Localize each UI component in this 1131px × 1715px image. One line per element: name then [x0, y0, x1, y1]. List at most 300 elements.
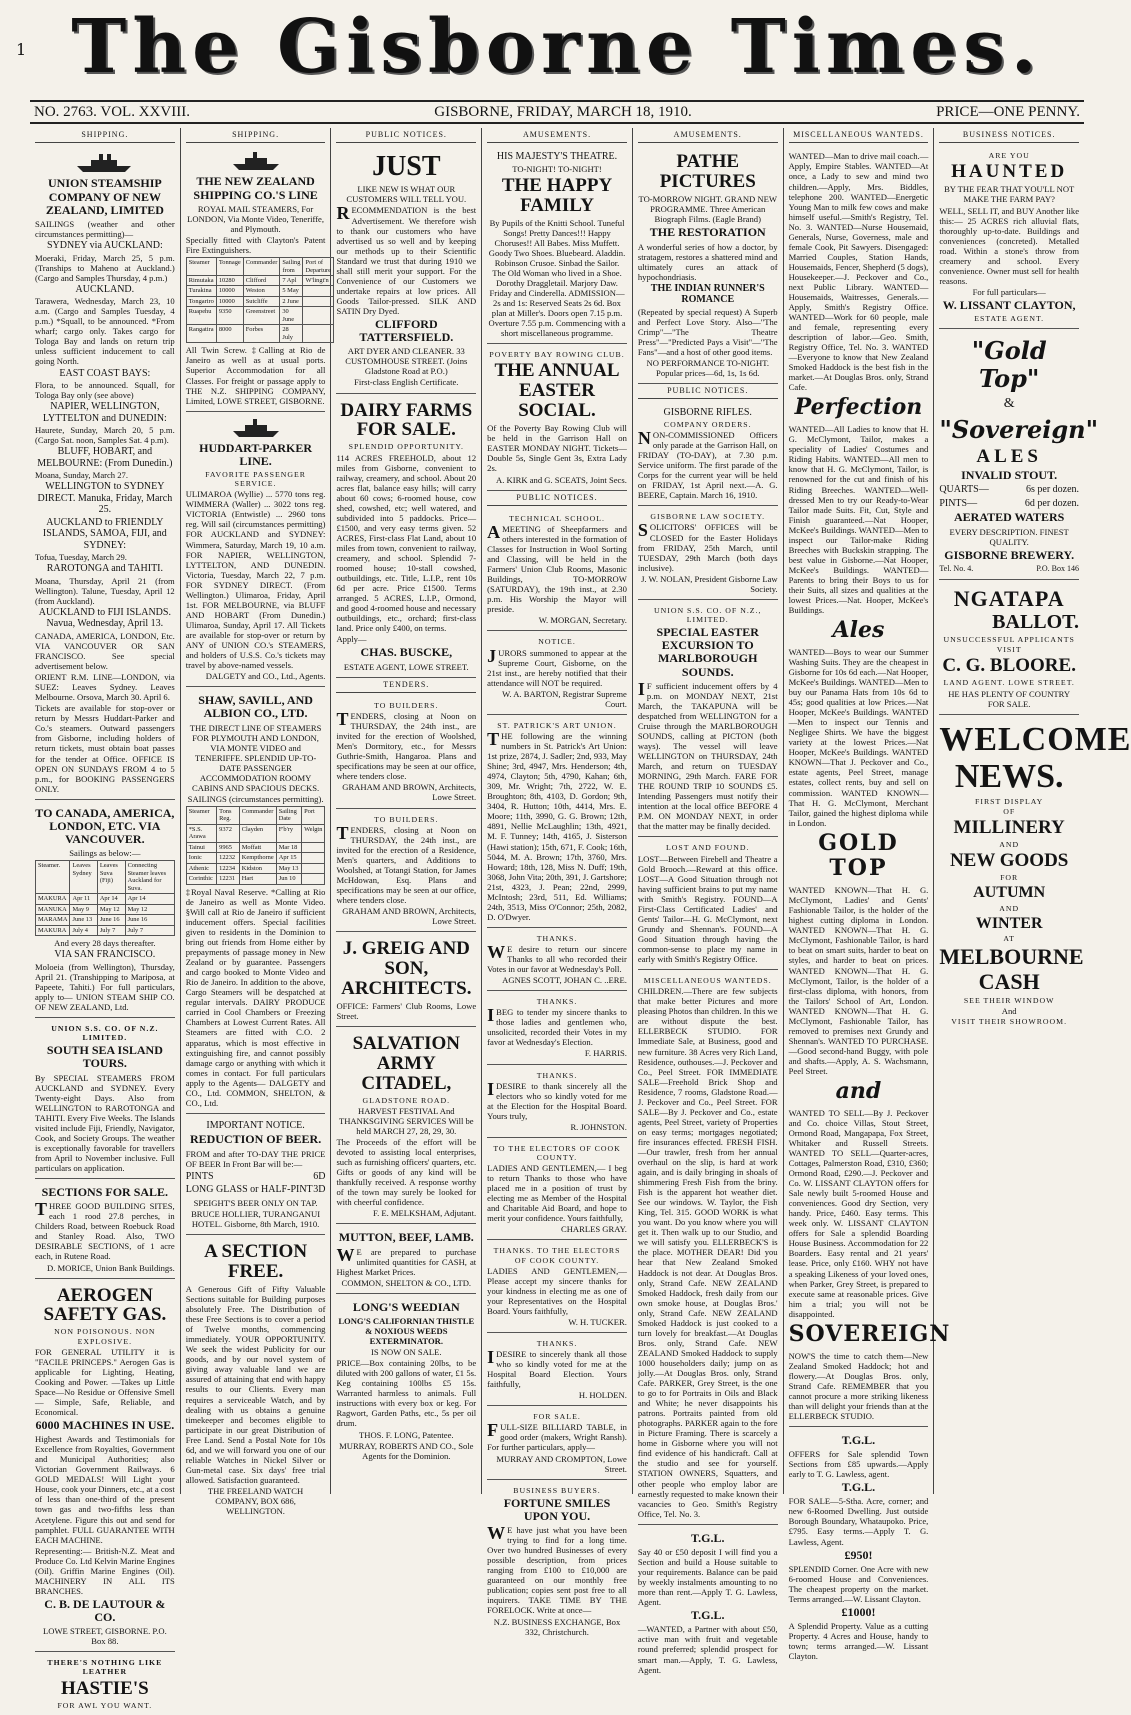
table-header-row — [36, 861, 175, 894]
table-cell: June 16 — [97, 915, 125, 925]
route-heading: WELLINGTON to SYDNEY DIRECT. Manuka, Friday, March 25. — [37, 481, 173, 516]
ad-subheading: BY THE FEAR THAT YOU'LL NOT MAKE THE FARM PAY? — [944, 184, 1075, 205]
thanks-notice — [487, 993, 627, 1064]
ad-text: LOWE STREET, GISBORNE. P.O. Box 88. — [42, 1626, 167, 1647]
price-value: 6s per dozen. — [1025, 483, 1080, 495]
table-row — [186, 275, 333, 285]
ad-headline: C. B. DE LAUTOUR & CO. — [44, 1596, 166, 1625]
ad-text: NOW'S the time to catch them—New Zealand Smoked Haddock; hot and flowery.—At Douglas Bros. only, Strand Cafe. REMEMBER that you cannot procure a more striking likeness than will delight your friends than at the ELLERBECK STUDIO. — [788, 1350, 929, 1421]
section-heading: SHIPPING. — [186, 130, 326, 143]
price-row — [186, 1171, 326, 1183]
route-text: Tarawera, Wednesday, March 23, 10 a.m. (Cargo and Samples Tuesday, 4 p.m.) *Squall, to be announced. *From wharf; cargo only. Takes cargo for Tologa Bay and lands on return trip unless sufficient inducement to call going North. — [35, 296, 175, 367]
table-cell: Forbes — [243, 325, 280, 343]
ad-text: OFFERS for Sale splendid Town Sections from £85 upwards.—Apply early to T. G. Lawless, agent. — [788, 1449, 929, 1480]
ad-text: EVERY DESCRIPTION. FINEST QUALITY. — [949, 526, 1069, 547]
table-cell: 12231 — [217, 874, 240, 884]
ad-subheading: AND — [999, 903, 1020, 913]
dairy-farms-ad — [336, 396, 476, 678]
ad-headline: Perfection — [794, 394, 923, 421]
thanks-notice — [487, 1335, 627, 1406]
ad-headline: FORTUNE SMILES UPON YOU. — [503, 1495, 611, 1523]
ad-signature: H. HOLDEN. — [578, 1390, 627, 1401]
table-cell: Clayden — [239, 824, 276, 842]
canada-ad — [35, 802, 175, 1018]
ad-text: FOR GENERAL UTILITY it is "FACILE PRINCEPS." Aerogen Gas is applicable for Lighting, Heating, Cooking and Power. —Takes up Little Space—No Residue or Offensive Smell— Simple, Safe, Reliable, and Economical. — [35, 1346, 175, 1417]
table-header: Sailing from — [280, 258, 303, 276]
table-header: Commander — [243, 258, 280, 276]
ad-headline: NGATAPA — [953, 586, 1065, 612]
route-heading: VIA SAN FRANCISCO. — [54, 949, 156, 961]
ad-headline: CASH — [978, 969, 1040, 995]
table-header: Leaves Sydney — [70, 861, 97, 894]
ad-subheading: LONG'S CALIFORNIAN THISTLE & NOXIOUS WEEDS EXTERMINATOR. — [338, 1316, 475, 1347]
table-cell: Ionic — [186, 853, 216, 863]
tgl-ad — [638, 1527, 778, 1680]
ad-headline: SECTIONS FOR SALE. — [41, 1185, 169, 1200]
ad-subheading: THANKS. — [536, 1070, 578, 1080]
ad-text: —WANTED, a Partner with about £50, active man with fruit and vegetable round preferred; splendid prospect for smart man.—Apply, T. G. Lawless, Agent. — [637, 1624, 778, 1675]
ad-text: LADIES AND GENTLEMEN,— I beg to return Thanks to those who have placed me in a position of trust by electing me as Member of the Hospital and Charitable Aid Board, and hope to merit your confidence. Yours faithfully, — [487, 1163, 627, 1224]
column-7 — [934, 128, 1131, 1494]
ad-text: THE DIRECT LINE OF STEAMERS FOR PLYMOUTH AND LONDON, VIA MONTE VIDEO and TENERIFFE. SPLENDID UP-TO-DATE PASSENGER ACCOMMODATION ROOMY CABINS AND SPACIOUS DECKS. — [189, 722, 322, 793]
art-union-notice — [487, 717, 627, 928]
route-heading: AUCKLAND. — [75, 283, 135, 295]
route-text: Flora, to be announced. Squall, for Tologa Bay only (see above) — [35, 380, 175, 401]
jurors-notice — [487, 633, 627, 714]
ad-signature: N.Z. BUSINESS EXCHANGE, Box 332, Christchurch. — [493, 1616, 621, 1637]
ad-text: WE desire to return our sincere Thanks to all who recorded their Votes in our favor at Wednesday's Poll. — [487, 941, 627, 975]
ad-subheading: GLADSTONE ROAD. — [362, 1095, 451, 1105]
section-heading: PUBLIC NOTICES. — [487, 493, 627, 506]
ad-subheading: FOR SALE. — [533, 1412, 581, 1422]
issue-number: NO. 2763. VOL. XXVIII. — [34, 103, 190, 120]
ad-headline: T.G.L. — [841, 1432, 876, 1447]
ad-signature: R. JOHNSTON. — [570, 1121, 627, 1132]
ad-subheading: AND — [999, 839, 1020, 849]
table-row — [36, 915, 175, 925]
route-text: Haurete, Sunday, March 20, 5 p.m. (Cargo Sat. noon, Samples Sat. 4 p.m). — [35, 425, 175, 446]
ad-subheading: VISIT THEIR SHOWROOM. — [951, 1016, 1068, 1026]
table-cell — [303, 286, 334, 296]
ad-text: ART DYER AND CLEANER. 33 CUSTOMHOUSE STREET. (Joins Gladstone Road at P.O.) — [345, 346, 468, 377]
haunted-ad — [939, 147, 1079, 329]
table-cell: May 12 — [97, 904, 125, 914]
table-cell: 8000 — [216, 325, 243, 343]
table-cell: Apr 14 — [125, 894, 174, 904]
table-row — [186, 824, 325, 842]
route-heading: RAROTONGA and TAHITI. — [46, 563, 164, 575]
table-cell: MANUKA — [36, 904, 70, 914]
table-cell — [302, 842, 325, 852]
ad-subheading: SEE THEIR WINDOW — [963, 995, 1055, 1005]
ad-headline: LONG'S WEEDIAN — [352, 1299, 460, 1314]
table-cell: 10280 — [216, 275, 243, 285]
ad-text: WE have just what you have been trying to find for a long time. Over two hundred Businesses of every possible description, from prices ranging from £100 to £10,000 are guaranteed on our monthly free publication; copies sent post free to all inquirers. TAKE TIME BY THE FORELOCK. Write at once— — [487, 1523, 627, 1616]
ad-subheading: ST. PATRICK'S ART UNION. — [497, 720, 617, 730]
ad-subheading: ARE YOU — [988, 151, 1030, 161]
ad-text: WANTED—Boys to wear our Summer Washing Suits. They are the cheapest in Gisborne for 10s 6d each.—Nat Hooper, McKee's Buildings. WANTED—Men to buy our Panama Hats from 10s 6d to 45s; good qualities at low Prices.—Nat Hooper, McKee's Buildings. WANTED—Men to inspect our Tennis and Negligee Shirts. We have the biggest variety at the lowest Prices.—Nat Hooper, McKee's Buildings. WANTED KNOWN—That J. Peckover and Co., estate agents, Peel Street, manage estates, collect rents, buy and sell on commission. WANTED KNOWN—That H. G. McClymont, Merchant Tailor, gained the highest diploma while in London. — [788, 646, 929, 828]
ad-text: A wonderful series of how a doctor, by stratagem, restores a shattered mind and ultimately cures an attack of hypochondriasis. — [637, 241, 778, 282]
price-label: PINTS— — [939, 497, 978, 509]
table-row — [36, 925, 175, 935]
ad-text: PRICE—Box containing 20lbs, to be diluted with 200 gallons of water, £1 5s. Keg containing 100lbs £5 15s. Warranted harmless to animals. Full instructions with every box or keg. For Ragwort, Garden Paths, etc., 5s per oil drum. — [336, 1358, 477, 1429]
table-cell — [302, 853, 325, 863]
table-cell: Corinthic — [186, 874, 216, 884]
ad-text: FROM and after TO-DAY THE PRICE OF BEER In Front Bar will be:— — [185, 1148, 326, 1169]
builders-ad-1 — [336, 697, 476, 809]
shaw-savill-ad — [186, 689, 326, 1114]
ad-headline: NEW GOODS — [949, 849, 1069, 871]
weedian-ad — [336, 1296, 476, 1466]
table-cell: June 13 — [70, 915, 97, 925]
route-text: Moana, Thursday, April 21 (from Wellington). Talune, Tuesday, April 12 (from Auckland). — [35, 575, 175, 606]
table-cell — [303, 296, 334, 306]
ad-text: TENDERS, closing at Noon on THURSDAY, the 24th inst., are invited for the erection of a Residence, Men's quarters, and Additions to Woolshed, at Totangi Station, for James McHdowan, Esq. Plans and specifications may be seen at our office, where tenders close. — [336, 822, 477, 905]
table-header: Tonnage — [216, 258, 243, 276]
ad-subheading: COMPANY ORDERS. — [663, 419, 752, 429]
table-header: Steamer — [186, 258, 216, 276]
table-cell: MARAMA — [36, 915, 70, 925]
table-cell — [302, 874, 325, 884]
ad-headline: THE ANNUAL EASTER SOCIAL. — [494, 360, 620, 422]
route-text: Tickets are available for stop-over or return by Messrs Huddart-Parker and Co.'s steamers. Outward passengers from Gisborne, including holders of return tickets, must obtain boat passes for the tender at Office. OFFICE IS OPEN ON SUNDAYS FROM 4 to 5 p.m., for BOOKING PASSENGERS ONLY. — [35, 703, 175, 794]
ad-text: Say 40 or £50 deposit I will find you a Section and build a House suitable to your requirements. Balance can be paid by weekly instalments amounting to no more than rent.—Apply T. G. Lawless, Agent. — [637, 1546, 778, 1608]
section-heading: SHIPPING. — [35, 130, 175, 143]
ad-subheading: UNSUCCESSFUL APPLICANTS — [943, 635, 1075, 645]
ad-text: A Generous Gift of Fifty Valuable Sections suitable for Building purposes absolutely Free. The Distribution of these Free Sections is to cover a period of Twelve months, commencing immediately. YOUR OPPORTUNITY. We seek the widest Publicity for our goods, and by our novel system of giving away valuable land we are assured of attaining that end with happy results to our Clients. Every man requires a serviceable Watch, and by dealing with us obtains a genuine timekeeper and becomes eligible to participate in our great Distribution of Free Land. Send a Postal Note for 10s 6d, and we will forward you one of our reliable Watches in Nickel Silver or Gun-metal case. Six days' free trial allowed. Satisfaction guaranteed. — [185, 1284, 326, 1485]
table-cell: 2 June — [280, 296, 303, 306]
beer-reduction-ad — [186, 1116, 326, 1235]
route-text: CANADA, AMERICA, LONDON, Etc. VIA VANCOUVER OR SAN FRANCISCO. See special advertisement below. — [35, 630, 175, 672]
table-cell: Athenic — [186, 863, 216, 873]
table-row — [36, 894, 175, 904]
ad-signature: F. E. MELKSHAM, Adjutant. — [372, 1208, 477, 1219]
film-title: THE INDIAN RUNNER'S ROMANCE — [650, 282, 765, 306]
ad-text: By Pupils of the Knitti School. Tuneful Songs! Pretty Dances!!! Happy Choruses!! All Babes. Miss Muffett. Goody Two Shoes. Bluebeard. Aladdin. Robinson Crusoe. Sinbad the Sailor. The Old Woman who lived in a Shoe. Dorothy Draggletail. Marjory Daw. Friday and Cinderella. ADMISSION—2s and 1s: Reserved Seats 2s 6d. Box plan at Miller's. Doors open 7.15 p.m. Overture 7.55 p.m. Commencing with a short miscellaneous programme. — [488, 217, 626, 339]
ad-subheading: TO BUILDERS. — [374, 701, 439, 710]
ad-text: LADIES AND GENTLEMEN,— Please accept my sincere thanks for your kindness in electing me as one of your Representatives on the Hospital Board. Yours faithfully, — [487, 1265, 627, 1316]
ad-headline: "Gold Top" — [971, 336, 1047, 394]
section-heading: AMUSEMENTS. — [638, 130, 778, 143]
ad-text: Sailings as below:— — [69, 848, 141, 859]
ad-headline: SALVATION ARMY CITADEL, — [352, 1033, 460, 1094]
ad-text: First-class English Certificate. — [354, 377, 459, 388]
ad-headline: UNION STEAMSHIP COMPANY OF NEW ZEALAND, LIMITED — [45, 176, 164, 217]
table-cell: 9965 — [217, 842, 240, 852]
ad-subheading: FOR AWL YOU WANT. — [57, 1700, 153, 1710]
table-cell: July 7 — [125, 925, 174, 935]
ad-subheading: LIKE NEW IS WHAT OUR CUSTOMERS WILL TELL YOU. — [346, 184, 467, 205]
union-steamship-ad — [35, 147, 175, 799]
route-text: ORIENT R.M. LINE—LONDON, via SUEZ: Leaves Sydney. Leaves Melbourne. Orsova, March 30. April 6. — [35, 672, 175, 703]
huddart-parker-ad — [186, 414, 326, 688]
table-cell: 7 Apl — [280, 275, 303, 285]
ad-headline: SOVEREIGN — [788, 1320, 951, 1347]
technical-school-notice — [487, 510, 627, 632]
mutton-beef-ad — [336, 1226, 476, 1293]
ad-headline: C. G. BLOORE. — [942, 655, 1076, 677]
ad-text: THREE GOOD BUILDING SITES, each 1 rood 27.8 perches, in Childers Road, between Roebuck Road and Stanley Road. Also, TWO DESIRABLE SECTIONS, of 1 acre each, in Rutene Road. — [35, 1199, 175, 1262]
property-ads — [789, 1429, 929, 1667]
price-row — [186, 1184, 326, 1196]
ad-text: A Splendid Property. Value as a cutting Property. 4 Acres and House, handy to town; terms arranged.—W. Lissant Clayton. — [788, 1621, 929, 1662]
section-heading: MISCELLANEOUS WANTEDS. — [789, 130, 929, 143]
ad-headline: BALLOT. — [992, 611, 1080, 634]
table-cell: Mar 18 — [276, 842, 301, 852]
electors-notice — [487, 1242, 627, 1333]
ad-text: 114 ACRES FREEHOLD, about 12 miles from Gisborne, convenient to railway, creamery, and school. About 20 acres flat, balance easy hills; will carry about 60 cows; 6-roomed house, cow shed, cowshed, etc; well watered, and subdivided into 5 paddocks. Price—£1500, and very easy terms given. 52 ACRES, First-class Flat Land, about 10 miles from town, convenient to railway, creamery, and school. Splendid 7-roomed house; 10-stall cowshed, outbuildings, etc. Title, L.I.P., rent 10s 6d per acre. Price £1500. Terms arranged. 5 ACRES, L.I.P., Ormond, and good 4-roomed house and necessary outbuildings, etc., orchard; first-class land. Price only £400, on terms. — [336, 452, 477, 634]
ad-subheading: MISCELLANEOUS WANTEDS. — [643, 976, 772, 986]
ad-signature: W. MORGAN, Secretary. — [538, 615, 627, 626]
table-cell: 9350 — [216, 307, 243, 325]
table-header-row — [186, 258, 333, 276]
table-cell: July 7 — [97, 925, 125, 935]
ad-headline: MILLINERY — [953, 816, 1065, 838]
ad-headline: THE NEW ZEALAND SHIPPING CO.'S LINE — [193, 174, 318, 202]
ad-text: Apply— — [336, 634, 367, 645]
column-5 — [633, 128, 784, 1675]
ad-headline: DAIRY FARMS FOR SALE. — [340, 399, 473, 441]
ad-signature: J. W. NOLAN, President Gisborne Law Society. — [641, 573, 778, 594]
table-row — [186, 863, 325, 873]
ad-signature: GRAHAM AND BROWN, Architects, Lowe Street. — [342, 782, 477, 803]
law-society-notice — [638, 508, 778, 599]
table-cell: Rangatira — [186, 325, 216, 343]
ad-subheading: NOTICE. — [538, 637, 576, 647]
ad-headline: WELCOME — [939, 720, 1131, 758]
sections-for-sale-ad — [35, 1181, 175, 1279]
page-columns — [30, 128, 1131, 1710]
price-label: PINTS — [185, 1170, 214, 1182]
table-cell: Tainui — [186, 842, 216, 852]
table-row — [186, 307, 333, 325]
steamship-icon — [35, 151, 175, 175]
ad-subheading: THANKS. — [536, 1338, 578, 1348]
issue-price: PRICE—ONE PENNY. — [936, 103, 1080, 120]
table-cell: Greenstreet — [243, 307, 280, 325]
ad-text: NO PERFORMANCE TO-NIGHT. Popular prices—6d, 1s, 1s 6d. — [646, 357, 769, 379]
ad-signature: W. A. BARTON, Registrar Supreme Court. — [502, 688, 627, 709]
ad-text: WANTED KNOWN—That H. G. McClymont, Ladies' and Gents' Fashionable Tailor, is the holder of the highest cutting diploma in London. WANTED KNOWN—That H. G. McClymont, Fashionable Tailor, is hard to beat on smart suits, harder to beat on styles, and harder to beat on prices. WANTED KNOWN—That H. G. McClymont, Tailor, is the holder of a first-class diploma, with honors, from the Tailors' School of Art, London. WANTED KNOWN—That H. G. McClymont, Fashionable Tailor, has removed to premises next Grundy and Shennan's. WANTED TO PURCHASE.—Good second-hand Buggy, with pole and shafts.—Apply, A. S. Wachsmann, Peel Street. — [788, 885, 929, 1076]
ad-text: WANTED TO SELL—By J. Peckover and Co. choice Villas, Stout Street, Ormond Road, Mangapapa, Fox Street, Whitaker and Russell Streets. WANTED TO SELL—Quarter-acres, Cottages, Palmerston Road, £310, £360; Ormond Road, £290.—J. Peckover and Co. W. LISSANT CLAYTON offers for Sale newly built 5-roomed House and conveniences. Good dry Section, very handy. Price, £460. Easy terms. This week only. W. LISSANT CLAYTON offers for Sale a splendid Boarding House Business. Accommodation for 22 Boarders. Easy rental and 21 years' lease. Price, only £160. WHY not have a speaking Likeness of your loved ones, when Parker, Grey Street, is prepared to execute same at reasonable prices. Give him a trial; you will not be disappointed. — [788, 1107, 929, 1319]
ad-text: ESTATE AGENT, LOWE STREET. — [343, 661, 469, 672]
table-cell: Turakina — [186, 286, 216, 296]
ad-headline: SPECIAL EASTER EXCURSION TO MARLBOROUGH SOUNDS. — [656, 625, 759, 679]
price-value: 6D — [313, 1170, 326, 1182]
ad-subheading: SPLENDID OPPORTUNITY. — [348, 442, 464, 452]
column-4 — [482, 128, 633, 1637]
ad-text: SAILINGS (circumstances permitting). — [187, 793, 324, 804]
ad-text: & — [1003, 396, 1015, 412]
ad-headline: NEWS. — [954, 757, 1064, 795]
ad-text: SPEIGHT'S BEER ONLY ON TAP. — [193, 1198, 318, 1208]
table-cell: Apr 11 — [70, 894, 97, 904]
lost-found-ad — [638, 839, 778, 970]
miscellaneous-wanteds — [638, 972, 778, 1525]
ad-text: THOS. F. LONG, Patentee. — [359, 1429, 454, 1440]
ad-text: ULIMAROA (Wyllie) ... 5770 tons reg. WIMMERA (Waller) ... 3022 tons reg. VICTORIA (Entwistle) ... 2960 tons reg. Will sail (circumstances permitting) FOR AUCKLAND and SYDNEY: Wimmera, Saturday, March 19, 10 a.m. FOR NAPIER, WELLINGTON, LYTTELTON, AND DUNEDIN. Victoria, Tuesday, March 22, 7 p.m. FOR SYDNEY DIRECT. (From Wellington.) Ulimaroa, Friday, April 1st. FOR MELBOURNE, via BLUFF AND HOBART (From Dunedin.) Ulimaroa, Sunday, April 17. All Tickets are available for stop-over or return by ANY of UNION CO.'s STEAMERS, and holders of U.S.S. Co.'s tickets may travel by above-named vessels. — [185, 489, 326, 671]
table-cell: Kempthorne — [239, 853, 276, 863]
table-header: Steamer — [186, 806, 216, 824]
ad-signature: COMMON, SHELTON & CO., LTD. — [341, 1277, 472, 1288]
route-heading: AUCKLAND to FIJI ISLANDS. Navua, Wednesday, April 13. — [38, 606, 171, 630]
ad-subheading: FOR — [1000, 872, 1019, 882]
table-header: Sailing Date — [276, 806, 301, 824]
ad-headline: REDUCTION OF BEER. — [189, 1132, 322, 1147]
ad-subheading: TO THE ELECTORS OF COOK COUNTY. — [493, 1143, 621, 1162]
route-heading: AUCKLAND to FRIENDLY ISLANDS, SAMOA, FIJI, and SYDNEY: — [42, 516, 167, 551]
ad-text: TENDERS, closing at Noon on THURSDAY, the 24th inst., are invited for the erection of Woolshed, Men's Dormitory, etc., for Messrs Guthrie-Smith, Hangaroa. Plans and specifications may be seen at our office, where tenders close. — [336, 709, 477, 782]
table-cell: 30 June — [280, 307, 303, 325]
ad-text: Representing:— British-N.Z. Meat and Produce Co. Ltd Kelvin Marine Engines (Oil). Griffin Marine Engines (Oil). MACHINERY IN ALL ITS BRANCHES. — [35, 1545, 175, 1596]
ad-subheading: TECHNICAL SCHOOL. — [509, 513, 605, 523]
ad-text: JURORS summoned to appear at the Supreme Court, Gisborne, on the 21st inst., are hereby notified that their attendance will NOT be required. — [487, 645, 627, 688]
ad-text: CHILDREN.—There are few subjects that make better Pictures and more pleasing Photos than children. In this we are without dispute the best. ELLERBECK STUDIO. FOR Immediate Sale, at Business, good and new furniture. 38 Acres very Rich Land, Residence, outhouses.—J. Peckover and Co., Peel Street. FOR IMMEDIATE SALE—Freehold Brick Shop and Residence, 7 rooms, Gladstone Road.—J. Peckover and Co., Peel Street. FOR SALE—By J. Peckover and Co., estate agents, Peel Street, variety of Properties on easy terms; mortgages negotiated; fire insurances effected. FRESH FISH.—Our trawler, fresh from her annual overhaul on the slip, is hard at work again, and is daily bringing in shoals of shimmering Fresh Fish from the briny. Fish is the apparent hot weather diet. See our windows. W. Taylor, the Fish King, Tel. 315. GOOD WORK is what you want. Do you know where you will get it. Then walk up to our Studio, and we will satisfy you. ELLERBECK'S is the place. MOTHER DEAR! Did you hear that New Zealand Smoked Haddock is not dear. At Douglas Bros. only, Strand Cafe. NEW ZEALAND Smoked Haddock, fresh daily from our own smoke house, at Douglas Bros.' only, Strand Cafe. NEW ZEALAND Smoked Haddock is just cooked to a turn lovely for breakfast.—At Douglas Bros. only, Strand Cafe. NEW ZEALAND Smoked Haddock to supply 1000 householders daily; jump on as jolly.—At Douglas Bros. only, Strand Cafe. PARKER, Grey Street, is the one to go to for Portraits in Oils and Black and White; he never disappoints his patrons. Portraits painted from old photographs. PARKER again to the fore in Picture Framing. There is scarcely a home in Gisborne where you will not find evidence of his handicraft. Call at the studio and see for yourself. STATION OWNERS, Squatters, and other people who employ labor are earnestly requested to make known their vacancies to Geo. Smith's Registry Office, Tel. No. 3. — [637, 986, 778, 1519]
ad-headline: "Sovereign" — [939, 414, 1099, 444]
ad-headline: AERATED WATERS — [953, 510, 1065, 525]
ad-text: IS NOW ON SALE. — [371, 1347, 442, 1358]
ad-text: LOST—Between Firebell and Theatre a Gold Brooch.—Reward at this office. LOST—A Good Situation through not having sufficient brains to put my name with Smith's Registry. FOUND—A First-Class Certificated Ladies' and Gents' Tailor—H. G. McClymont, next Grundy and Shennan's. FOUND—A Good Situation through having the common-sense to place my name in early with Smith's Registry Office. — [637, 853, 778, 965]
table-cell: 5 May — [280, 286, 303, 296]
ad-signature: A. KIRK and G. SCEATS, Joint Secs. — [496, 474, 627, 485]
price-label: LONG GLASS or HALF-PINT — [185, 1184, 313, 1196]
ad-text: IDESIRE to thank sincerely all the electors who so kindly voted for me at the Election for the Hospital Board. Yours truly, — [487, 1078, 627, 1121]
ad-signature: MURRAY, ROBERTS AND CO., Sole Agents for the Dominion. — [339, 1440, 474, 1461]
table-header: Connecting Steamer leaves Auckland for Suva. — [125, 861, 174, 894]
hasties-ad — [35, 1654, 175, 1714]
margin-mark: 1 — [16, 40, 27, 59]
ad-text: WELL, SELL IT, and BUY Another like this:— 25 ACRES rich alluvial flats, thoroughly up-to-date. Buildings and conveniences (concreted). Metalled road. Within a stone's throw from creamery and school. Every convenience. Owner must sell for health reasons. — [939, 205, 1080, 286]
ad-headline: CLIFFORD TATTERSFIELD. — [359, 316, 454, 345]
ad-text: TO-NIGHT! TO-NIGHT! — [512, 163, 602, 174]
ad-text: By SPECIAL STEAMERS FROM AUCKLAND and SYDNEY. Every Twenty-eight Days. Also from WELLINGTON to RAROTONGA and TAHITI. Every Five Weeks. The Islands visited include Fiji, Friendly, Navigator, Cook, and Society Groups. The weather is exceptionally favorable for travellers from April to November inclusive. Full particulars on application. — [35, 1072, 175, 1173]
table-header: Steamer. — [36, 861, 70, 894]
ad-text: FULL-SIZE BILLIARD TABLE, in good order (makers, Wright Ransh). For further particulars, apply— — [487, 1420, 627, 1453]
ad-text: And every 28 days thereafter. — [54, 938, 156, 949]
ad-text: ROYAL MAIL STEAMERS, For LONDON, Via Monte Video, Teneriffe, and Plymouth. — [187, 203, 325, 234]
brewery-ad — [939, 331, 1099, 580]
ad-subheading: LOST AND FOUND. — [665, 843, 750, 853]
ad-headline: GISBORNE BREWERY. — [944, 547, 1075, 562]
ad-subheading: FIRST DISPLAY — [975, 796, 1044, 806]
brewery-box: P.O. Box 146 — [1036, 563, 1080, 573]
ad-subheading: LAND AGENT. LOWE STREET. — [943, 678, 1075, 688]
ad-subheading: GISBORNE LAW SOCIETY. — [650, 512, 766, 522]
table-cell: Apr 14 — [97, 894, 125, 904]
section-heading: BUSINESS NOTICES. — [939, 130, 1079, 143]
column-6 — [784, 128, 951, 1662]
ad-headline: J. GREIG AND SON, ARCHITECTS. — [341, 938, 472, 999]
ad-subheading: IMPORTANT NOTICE. — [206, 1119, 305, 1131]
ad-subheading: HIS MAJESTY'S THEATRE. — [496, 151, 618, 163]
newspaper-title: The Gisborne Times. — [71, 4, 1043, 90]
ad-text: ‡Royal Naval Reserve. *Calling at Rio de Janeiro as well as Monte Video. §Will call at Rio de Janeiro if sufficient inducement offers. Special facilities given to residents in the Dominion to bring out friends from Home either by prepayments of passage money in New Zealand or by guarantee. Passengers and cargo booked to Monte Video and Rio de Janeiro. In addition to the above, Cargo Steamers will be despatched at regular intervals. DAIRY PRODUCE carried in Cool Chambers or Freezing Chambers at Lowest Current Rates. All Steamers are fitted with C.O. 2 apparatus, which is most effective in extinguishing fire, and cannot possibly damage cargo or anything with which it comes in contact. For full particulars apply to the Agents— DALGETY and CO., Ltd. COMMON, SHELTON, & CO., Ltd. — [185, 886, 326, 1108]
table-cell: Weston — [243, 286, 280, 296]
price-row — [939, 498, 1079, 510]
salvation-army-ad — [336, 1029, 476, 1224]
ad-text: AMEETING of Sheepfarmers and others interested in the formation of Classes for Instruction in Wool Sorting and Classing, will be held in the Farmers' Union Club Rooms, Masonic Buildings, TO-MORROW (SATURDAY), the 19th inst., at 2.30 p.m. His Worship the Mayor will preside. — [487, 522, 627, 615]
ad-text: Highest Awards and Testimonials for Excellence from Royalties, Government and Municipal Authorities; also Victorian Government Railways. 6 GOLD MEDALS! Will Light your House, cook your Dinners, etc., at a cost of less than one-third of the present town gas and two-fifths less than Acetylene. Figure this out and send for pamphlet. FULL GUARANTEE WITH EACH MACHINE. — [35, 1434, 175, 1545]
table-cell: May 13 — [276, 863, 301, 873]
ad-text: THE following are the winning numbers in St. Patrick's Art Union: 1st prize, 2874, J. Sadler; 2nd, 933, May Shine; 3rd, 4947, Mrs. Henderson; 4th, 4974, Clayton; 5th, 4790, Kahan; 6th, 309, Mr. Wright; 7th, 2722, W. E. Broughton; 8th, 4103, D. Gordon; 9th, 3404, R. Hutton; 10th, 4414, Mrs. E. Moore; 11th, 3990, G. G. Brown; 12th, 4891, Nellie McLaughlin; 13th, 4921, M. F. Tunney; 14th, 4165, J. Sisterson (Hawi station); 15th, 671, F. Cook; 16th, 5044, M. A. Brown; 17th, 3760, Mrs. Howard; 18th, 128, Miss N. Duff; 19th, 3068, John Vita; 20th, 391, J. Gartshore; 21st, 4323, J. Pean; 22nd, 2999, McIntosh; 23rd, 511, Ed. Williams; 24th, 3513, Miss O'Connor; 25th, 2082, D. O'Dwyer. — [487, 728, 627, 922]
ad-text: IDESIRE to sincerely thank all those who so kindly voted for me at the Hospital Board Election. Yours faithfully, — [487, 1347, 627, 1390]
ad-subheading: ESTATE AGENT. — [974, 314, 1045, 324]
route-text: Moeraki, Friday, March 25, 5 p.m. (Tranships to Maheno at Auckland.) (Cargo and Samples Thursday, 4 p.m.) — [35, 252, 175, 283]
ad-headline: AEROGEN SAFETY GAS. — [43, 1284, 167, 1326]
ad-subheading: UNION S.S. CO. OF N.Z., LIMITED. — [653, 605, 762, 624]
table-row — [186, 296, 333, 306]
ad-headline: JUST — [372, 151, 441, 183]
clifford-ad — [336, 147, 476, 393]
rowing-club-ad — [487, 346, 627, 490]
table-row — [186, 842, 325, 852]
ad-headline: Ales — [832, 617, 885, 644]
route-heading: NAPIER, WELLINGTON, LYTTELTON and DUNEDIN: — [42, 401, 167, 424]
table-cell: Hart — [239, 874, 276, 884]
ad-signature: DALGETY and CO., Ltd., Agents. — [205, 671, 326, 682]
ad-signature: THE FREELAND WATCH COMPANY, BOX 686, WELLINGTON. — [207, 1485, 304, 1517]
table-cell: June 16 — [125, 915, 174, 925]
table-cell — [303, 307, 334, 325]
ad-text: FOR SALE—5-Stha. Acre, corner; and new 6-Roomed Dwelling. Just outside Borough Boundary, Whataupoko. Price, £795. Easy terms.—Apply T. G. Lawless, Agent. — [788, 1496, 929, 1547]
ad-headline: AUTUMN — [973, 883, 1046, 901]
ad-headline: GOLD TOP — [818, 829, 899, 882]
table-row — [186, 286, 333, 296]
price-row — [939, 484, 1079, 496]
ad-headline: T.G.L. — [691, 1530, 725, 1545]
greig-architects-ad — [336, 934, 476, 1027]
ad-subheading: THERE'S NOTHING LIKE LEATHER — [47, 1658, 163, 1677]
steamship-icon — [186, 151, 326, 173]
table-header: Port of Departure — [303, 258, 334, 276]
ad-headline: A SECTION FREE. — [204, 1241, 308, 1283]
table-cell: Kidston — [239, 863, 276, 873]
table-cell: Moffatt — [239, 842, 276, 852]
ad-headline: T.G.L. — [841, 1480, 876, 1495]
nz-shipping-ad — [185, 147, 332, 411]
ad-signature: CHARLES GRAY. — [560, 1224, 627, 1235]
table-cell: W'lingt'n — [303, 275, 334, 285]
ad-subheading: THANKS. TO THE ELECTORS OF COOK COUNTY. — [493, 1246, 621, 1265]
dateline — [30, 100, 1084, 124]
table-cell: Welgtn — [302, 824, 325, 842]
ad-headline: HUDDART-PARKER LINE. — [199, 440, 313, 468]
table-cell: Sutcliffe — [243, 296, 280, 306]
thanks-notice — [487, 930, 627, 991]
section-heading: AMUSEMENTS. — [487, 130, 627, 143]
masthead — [0, 0, 1114, 95]
table-cell: July 4 — [70, 925, 97, 935]
route-text: Tofua, Tuesday, March 29. — [35, 552, 127, 563]
ad-signature: GRAHAM AND BROWN, Architects, Lowe Street. — [342, 906, 477, 927]
ad-subheading: VISIT — [996, 645, 1022, 655]
ad-subheading: AT — [1003, 934, 1015, 944]
ad-headline: TO CANADA, AMERICA, LONDON, ETC. VIA VANCOUVER. — [35, 805, 175, 847]
table-cell: 12232 — [217, 853, 240, 863]
column-2 — [181, 128, 332, 1517]
ad-headline: T.G.L. — [691, 1608, 725, 1623]
route-heading: SYDNEY via AUCKLAND: — [46, 240, 163, 252]
ad-headline: and — [835, 1078, 882, 1105]
miscellaneous-wanteds — [788, 147, 951, 1426]
sailing-table — [35, 860, 175, 936]
ad-subheading: TO BUILDERS. — [374, 814, 439, 824]
ad-subheading: BUSINESS BUYERS. — [513, 1485, 601, 1495]
ad-text: And — [1001, 1005, 1017, 1016]
happy-family-ad — [487, 147, 627, 344]
ad-headline: SOUTH SEA ISLAND TOURS. — [46, 1043, 163, 1071]
ad-headline: HASTIE'S — [61, 1677, 149, 1699]
